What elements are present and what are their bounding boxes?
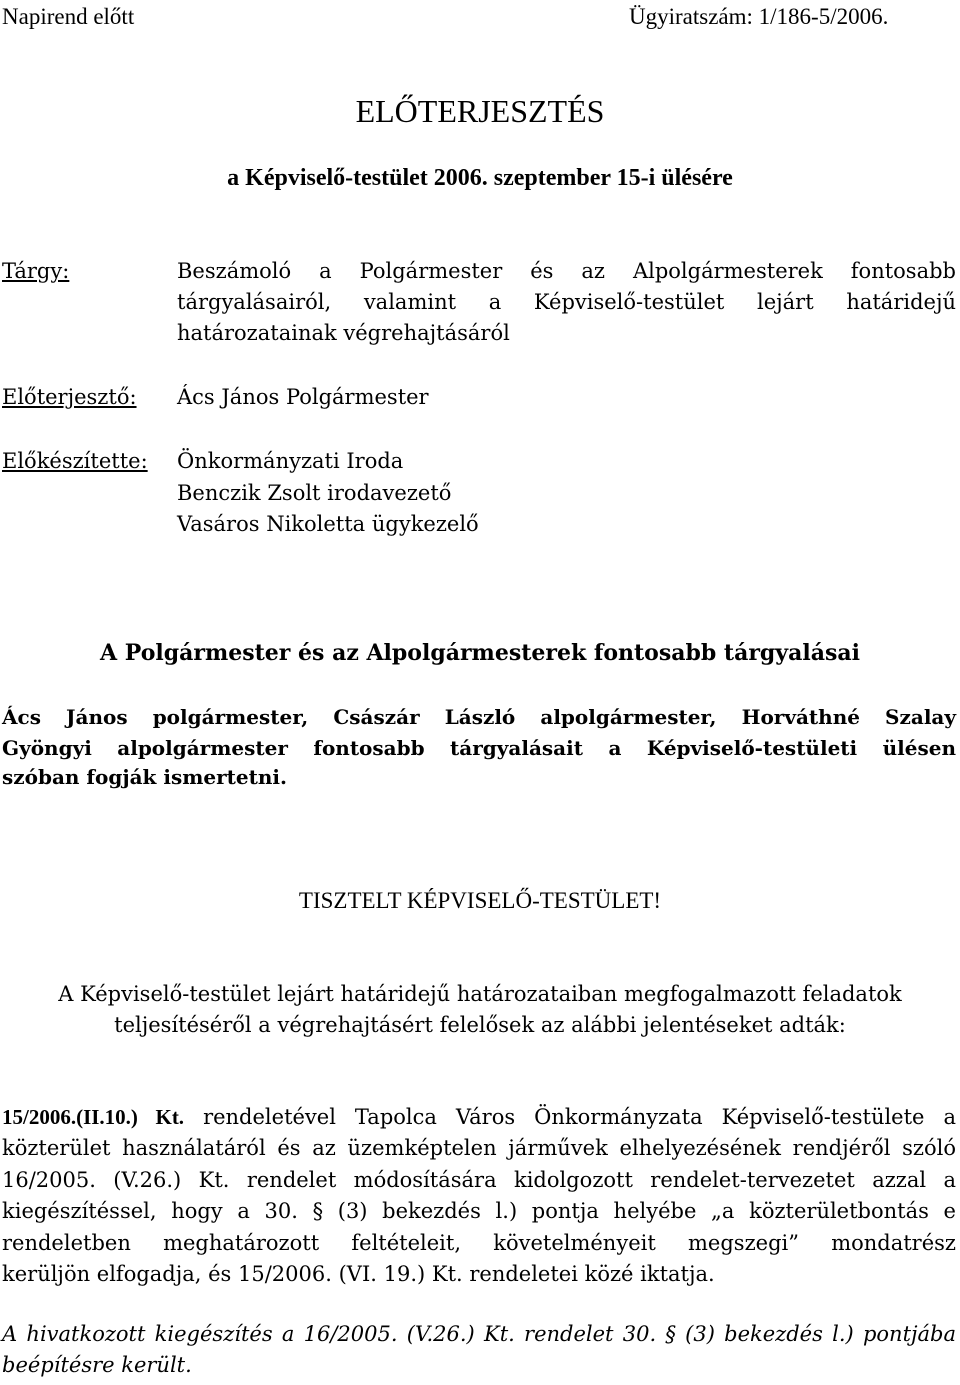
item-paragraph-line-3: 16/2005. (V.26.) Kt. rendelet módosítására kidolgozott rendelet-tervezetet azzal a: [2, 1168, 956, 1192]
intro-line-2: teljesítéséről a végrehajtásért felelősek az alábbi jelentéseket adták:: [114, 1013, 846, 1037]
item-paragraph-line-6: kerüljön elfogadja, és 15/2006. (VI. 19.) Kt. rendeletei közé iktatja.: [2, 1262, 715, 1286]
subject-line-1: Beszámoló a Polgármester és az Alpolgármesterek fontosabb: [177, 259, 956, 283]
item-note-line-2: beépítésre került.: [2, 1353, 192, 1377]
item-reference: 15/2006.(II.10.) Kt.: [2, 1105, 185, 1129]
section-paragraph-line-2: Gyöngyi alpolgármester fontosabb tárgyalásait a Képviselő-testületi ülésen: [2, 736, 956, 760]
document-title: ELŐTERJESZTÉS: [355, 93, 605, 129]
prepared-line-3: Vasáros Nikoletta ügykezelő: [177, 512, 479, 536]
section-paragraph-line-3: szóban fogják ismertetni.: [2, 765, 287, 789]
subject-line-2: tárgyalásairól, valamint a Képviselő-testület lejárt határidejű: [177, 290, 956, 314]
item-paragraph-line-1: [2, 1105, 956, 1130]
presenter-label: Előterjesztő:: [2, 385, 137, 409]
item-paragraph-line-5: rendeletben meghatározott feltételeit, követelményeit megszegi” mondatrész: [2, 1231, 956, 1255]
salutation: TISZTELT KÉPVISELŐ-TESTÜLET!: [298, 888, 662, 913]
subject-line-3: határozatainak végrehajtásáról: [177, 321, 510, 345]
item-paragraph-line-4: kiegészítéssel, hogy a 30. § (3) bekezdés l.) pontja helyébe „a közterületbontás e: [2, 1199, 956, 1223]
header-left: Napirend előtt: [2, 4, 135, 29]
prepared-line-2: Benczik Zsolt irodavezető: [177, 481, 452, 505]
presenter-value: Ács János Polgármester: [177, 385, 429, 409]
subject-label: Tárgy:: [2, 259, 70, 283]
intro-line-1: A Képviselő-testület lejárt határidejű határozataiban megfogalmazott feladatok: [58, 982, 902, 1006]
item-note-line-1: A hivatkozott kiegészítés a 16/2005. (V.26.) Kt. rendelet 30. § (3) bekezdés l.) pontjába: [2, 1322, 956, 1346]
prepared-line-1: Önkormányzati Iroda: [177, 449, 404, 473]
item-paragraph-line-2: közterület használatáról és az üzemképtelen járművek elhelyezésének rendjéről szóló: [2, 1136, 956, 1160]
section-paragraph-line-1: Ács János polgármester, Császár László alpolgármester, Horváthné Szalay: [2, 705, 956, 729]
prepared-label: Előkészítette:: [2, 449, 148, 473]
document-subtitle: a Képviselő-testület 2006. szeptember 15-i ülésére: [227, 165, 733, 191]
section-heading: A Polgármester és az Alpolgármesterek fontosabb tárgyalásai: [100, 640, 860, 666]
item-line-1-rest: rendeletével Tapolca Város Önkormányzata Képviselő-testülete a: [203, 1105, 956, 1129]
header-file-number: Ügyiratszám: 1/186-5/2006.: [629, 4, 889, 29]
